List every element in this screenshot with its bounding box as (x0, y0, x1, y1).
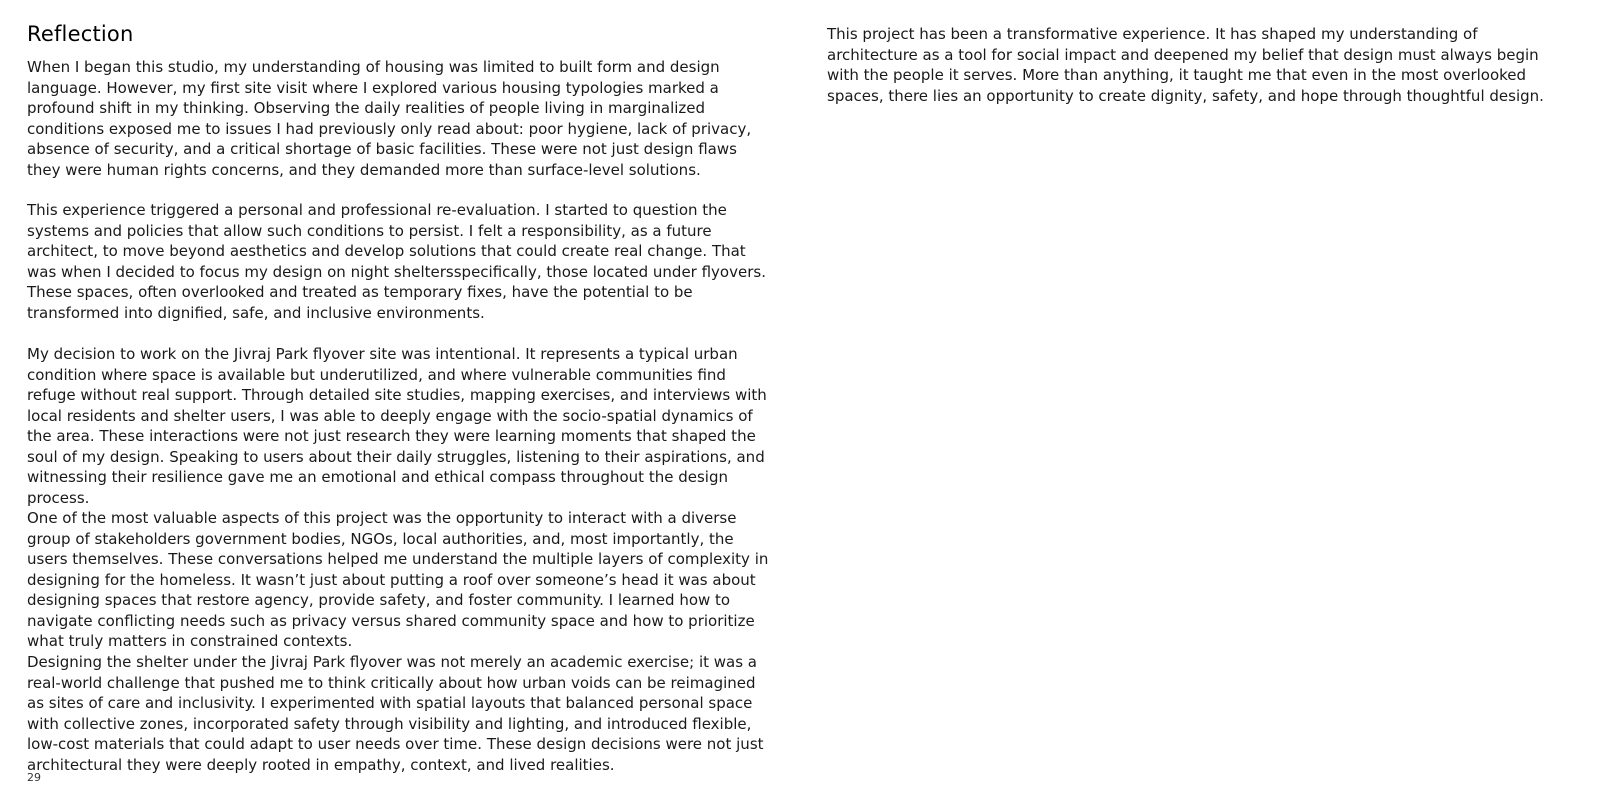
paragraph-2: This experience triggered a personal and professional re-evaluation. I started to question the systems and policies that allow such conditions to persist. I felt a responsibility, as a future architect, to move beyond aesthetics and develop solutions that could create real change. That was when I decided to focus my design on night sheltersspecifically, those located under flyovers. These spaces, often overlooked and treated as temporary fixes, have the potential to be transformed into dignified, safe, and inclusive environments. (27, 201, 766, 322)
page-number: 29 (27, 771, 41, 784)
page-title: Reflection (27, 22, 134, 46)
paragraph-1: When I began this studio, my understanding of housing was limited to built form and design language. However, my first site visit where I explored various housing typologies marked a profound shift in my thinking. Observing the daily realities of people living in marginalized conditions exposed me to issues I had previously only read about: poor hygiene, lack of privacy, absence of security, and a critical shortage of basic facilities. These were not just design flaws they were human rights concerns, and they demanded more than surface-level solutions. (27, 58, 752, 179)
paragraph-5: Designing the shelter under the Jivraj Park flyover was not merely an academic exercise; it was a real-world challenge that pushed me to think critically about how urban voids can be reimagined as sites of care and inclusivity. I experimented with spatial layouts that balanced personal space with collective zones, incorporated safety through visibility and lighting, and introduced flexible, low-cost materials that could adapt to user needs over time. These design decisions were not just architectural they were deeply rooted in empathy, context, and lived realities. (27, 653, 764, 774)
paragraph-3: My decision to work on the Jivraj Park flyover site was intentional. It represents a typical urban condition where space is available but underutilized, and where vulnerable communities find refuge without real support. Through detailed site studies, mapping exercises, and interviews with local residents and shelter users, I was able to deeply engage with the socio-spatial dynamics of the area. These interactions were not just research they were learning moments that shaped the soul of my design. Speaking to users about their daily struggles, listening to their aspirations, and witnessing their resilience gave me an emotional and ethical compass throughout the design process. (27, 345, 767, 507)
paragraph-4: One of the most valuable aspects of this project was the opportunity to interact with a diverse group of stakeholders government bodies, NGOs, local authorities, and, most importantly, the users themselves. These conversations helped me understand the multiple layers of complexity in designing for the homeless. It wasn’t just about putting a roof over someone’s head it was about designing spaces that restore agency, provide safety, and foster community. I learned how to navigate conflicting needs such as privacy versus shared community space and how to prioritize what truly matters in constrained contexts. (27, 509, 769, 650)
paragraph-conclusion: This project has been a transformative experience. It has shaped my understanding of architecture as a tool for social impact and deepened my belief that design must always begin with the people it serves. More than anything, it taught me that even in the most overlooked spaces, there lies an opportunity to create dignity, safety, and hope through thoughtful design. (827, 25, 1544, 105)
